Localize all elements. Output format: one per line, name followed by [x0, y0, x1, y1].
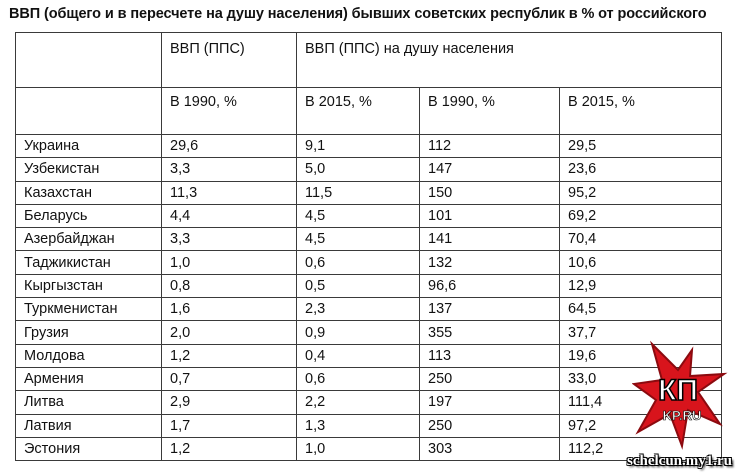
pc-1990-cell: 250	[420, 414, 560, 437]
pc-2015-cell: 10,6	[560, 251, 722, 274]
header-row-years	[16, 88, 722, 135]
header-corner-cell	[16, 33, 162, 88]
site-watermark: schelcun.my1.ru	[627, 453, 732, 469]
country-cell: Таджикистан	[16, 251, 162, 274]
table-title: ВВП (общего и в пересчете на душу населения) бывших советских республик в % от российского	[9, 6, 707, 22]
gdp-1990-cell: 3,3	[162, 158, 297, 181]
table-row	[16, 251, 722, 274]
pc-1990-cell: 112	[420, 135, 560, 158]
pc-2015-cell: 69,2	[560, 204, 722, 227]
header-row-groups	[16, 33, 722, 88]
gdp-2015-cell: 0,6	[297, 251, 420, 274]
gdp-2015-cell: 1,0	[297, 437, 420, 460]
header-total-1990: В 1990, %	[162, 88, 297, 135]
country-cell: Грузия	[16, 321, 162, 344]
pc-2015-cell: 112,2	[560, 437, 722, 460]
gdp-1990-cell: 29,6	[162, 135, 297, 158]
country-cell: Туркменистан	[16, 298, 162, 321]
pc-1990-cell: 355	[420, 321, 560, 344]
pc-2015-cell: 111,4	[560, 391, 722, 414]
gdp-2015-cell: 0,4	[297, 344, 420, 367]
country-cell: Латвия	[16, 414, 162, 437]
gdp-2015-cell: 2,3	[297, 298, 420, 321]
table-row	[16, 414, 722, 437]
country-cell: Кыргызстан	[16, 274, 162, 297]
gdp-1990-cell: 1,6	[162, 298, 297, 321]
pc-1990-cell: 137	[420, 298, 560, 321]
gdp-1990-cell: 0,8	[162, 274, 297, 297]
table-row	[16, 181, 722, 204]
country-cell: Украина	[16, 135, 162, 158]
pc-1990-cell: 101	[420, 204, 560, 227]
table-row	[16, 204, 722, 227]
header-country-cell	[16, 88, 162, 135]
pc-1990-cell: 197	[420, 391, 560, 414]
table-row	[16, 367, 722, 390]
gdp-1990-cell: 1,0	[162, 251, 297, 274]
pc-2015-cell: 95,2	[560, 181, 722, 204]
pc-1990-cell: 150	[420, 181, 560, 204]
table-row	[16, 228, 722, 251]
pc-2015-cell: 37,7	[560, 321, 722, 344]
logo-subtext: KP.RU	[662, 408, 702, 423]
pc-1990-cell: 250	[420, 367, 560, 390]
gdp-1990-cell: 1,7	[162, 414, 297, 437]
header-gdp-total: ВВП (ППС)	[162, 33, 297, 88]
pc-2015-cell: 33,0	[560, 367, 722, 390]
country-cell: Азербайджан	[16, 228, 162, 251]
country-cell: Армения	[16, 367, 162, 390]
pc-1990-cell: 96,6	[420, 274, 560, 297]
gdp-1990-cell: 11,3	[162, 181, 297, 204]
gdp-1990-cell: 3,3	[162, 228, 297, 251]
gdp-2015-cell: 1,3	[297, 414, 420, 437]
pc-2015-cell: 29,5	[560, 135, 722, 158]
table-row	[16, 135, 722, 158]
kp-logo-icon	[632, 340, 728, 450]
gdp-2015-cell: 0,6	[297, 367, 420, 390]
header-gdp-per-capita: ВВП (ППС) на душу населения	[297, 33, 722, 88]
pc-2015-cell: 12,9	[560, 274, 722, 297]
pc-2015-cell: 19,6	[560, 344, 722, 367]
country-cell: Эстония	[16, 437, 162, 460]
gdp-2015-cell: 2,2	[297, 391, 420, 414]
pc-2015-cell: 70,4	[560, 228, 722, 251]
gdp-2015-cell: 0,5	[297, 274, 420, 297]
table-row	[16, 437, 722, 460]
pc-1990-cell: 132	[420, 251, 560, 274]
gdp-1990-cell: 4,4	[162, 204, 297, 227]
pc-2015-cell: 97,2	[560, 414, 722, 437]
table-row	[16, 298, 722, 321]
gdp-1990-cell: 0,7	[162, 367, 297, 390]
country-cell: Литва	[16, 391, 162, 414]
gdp-2015-cell: 9,1	[297, 135, 420, 158]
table-row	[16, 391, 722, 414]
table-row	[16, 158, 722, 181]
country-cell: Казахстан	[16, 181, 162, 204]
gdp-2015-cell: 4,5	[297, 228, 420, 251]
gdp-1990-cell: 1,2	[162, 344, 297, 367]
table-row	[16, 344, 722, 367]
country-cell: Молдова	[16, 344, 162, 367]
pc-1990-cell: 141	[420, 228, 560, 251]
gdp-2015-cell: 5,0	[297, 158, 420, 181]
gdp-2015-cell: 4,5	[297, 204, 420, 227]
gdp-1990-cell: 2,0	[162, 321, 297, 344]
gdp-table	[15, 32, 722, 461]
logo-text: КП	[658, 374, 698, 407]
gdp-2015-cell: 11,5	[297, 181, 420, 204]
table-row	[16, 274, 722, 297]
country-cell: Беларусь	[16, 204, 162, 227]
header-pc-1990: В 1990, %	[420, 88, 560, 135]
country-cell: Узбекистан	[16, 158, 162, 181]
pc-2015-cell: 64,5	[560, 298, 722, 321]
header-pc-2015: В 2015, %	[560, 88, 722, 135]
header-total-2015: В 2015, %	[297, 88, 420, 135]
gdp-1990-cell: 1,2	[162, 437, 297, 460]
pc-1990-cell: 147	[420, 158, 560, 181]
table-row	[16, 321, 722, 344]
gdp-1990-cell: 2,9	[162, 391, 297, 414]
pc-2015-cell: 23,6	[560, 158, 722, 181]
gdp-2015-cell: 0,9	[297, 321, 420, 344]
pc-1990-cell: 113	[420, 344, 560, 367]
pc-1990-cell: 303	[420, 437, 560, 460]
